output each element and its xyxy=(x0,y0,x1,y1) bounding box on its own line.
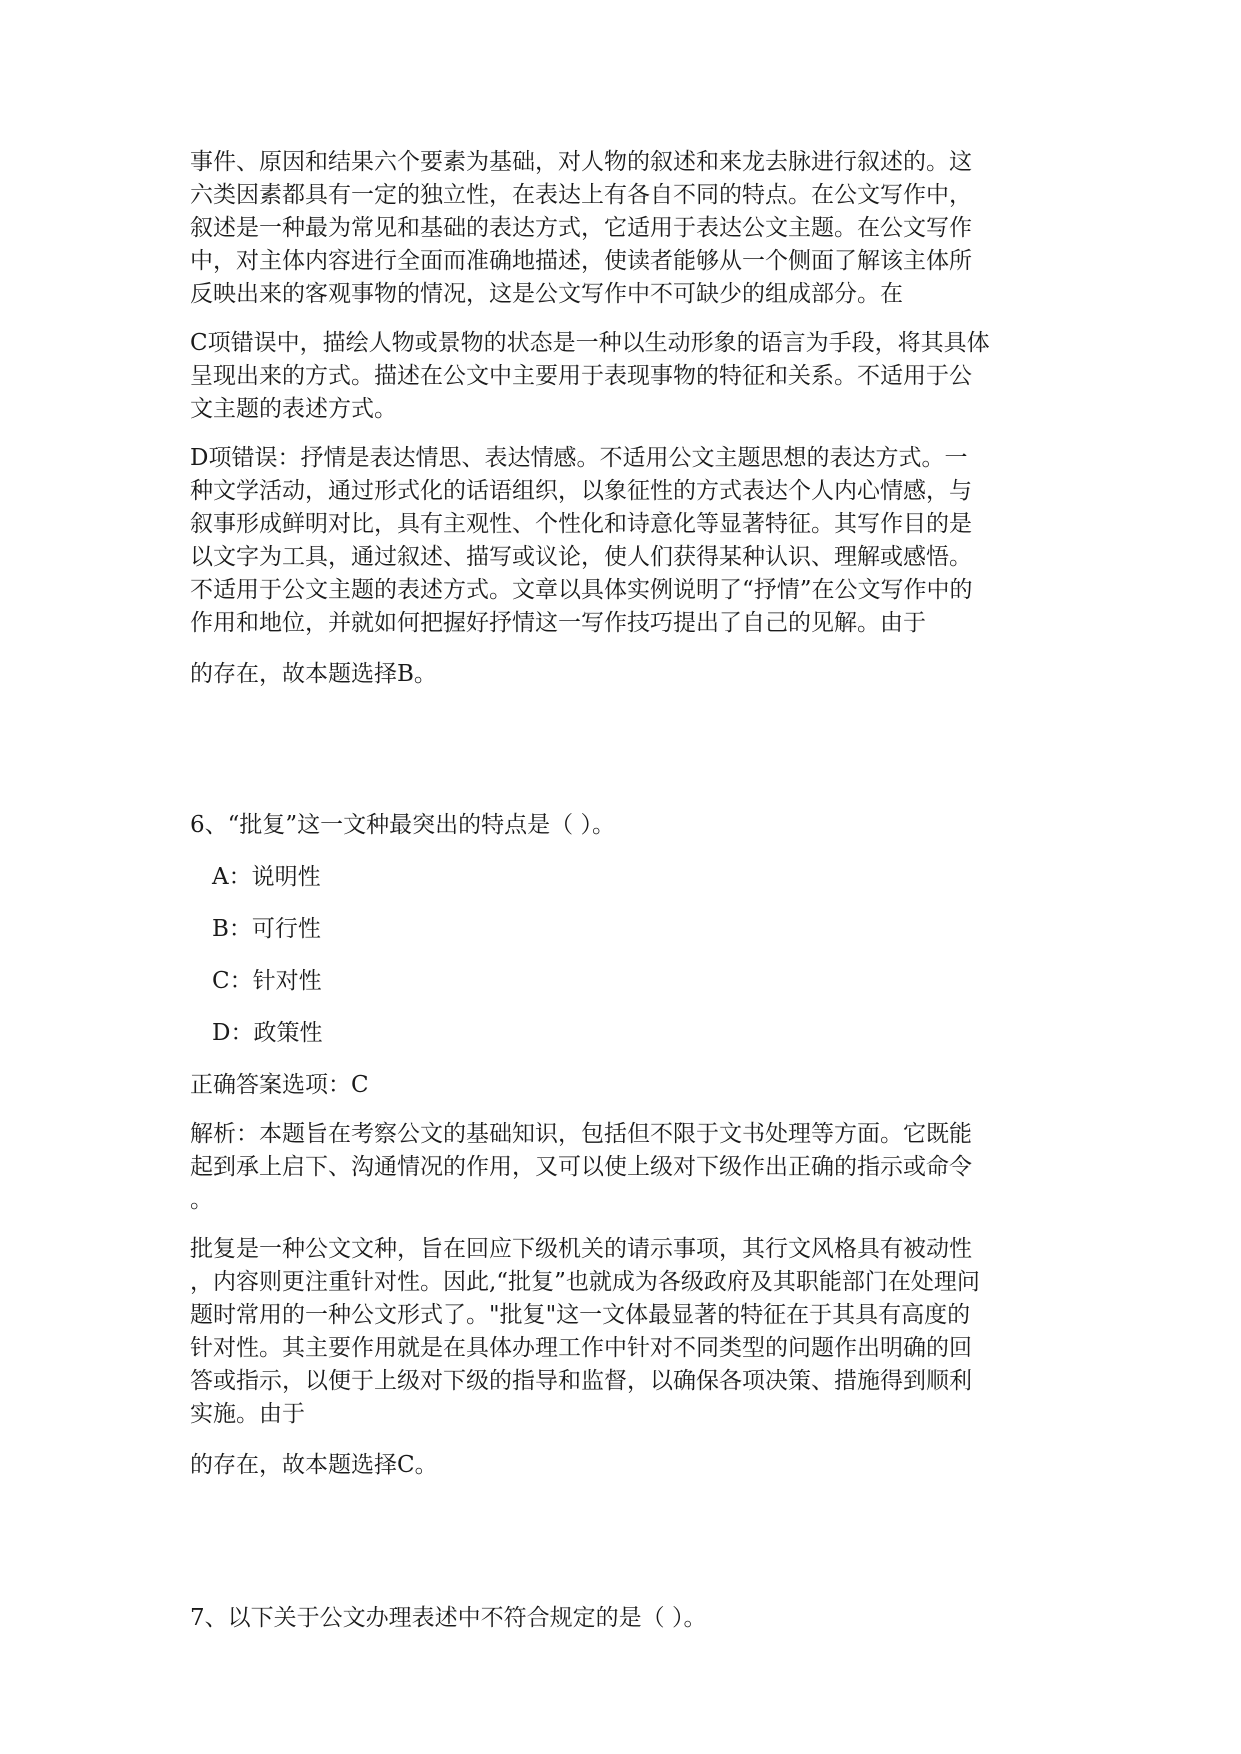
text-line: 的存在，故本题选择C。 xyxy=(190,1452,438,1478)
text-line: 叙述是一种最为常见和基础的表达方式，它适用于表达公文主题。在公文写作 xyxy=(190,215,972,241)
text-line: 答或指示，以便于上级对下级的指导和监督，以确保各项决策、措施得到顺利 xyxy=(190,1368,972,1394)
text-line: 实施。由于 xyxy=(190,1401,305,1427)
question-7-title: 7、以下关于公文办理表述中不符合规定的是（ ）。 xyxy=(190,1605,707,1631)
text-line: 题时常用的一种公文形式了。"批复"这一文体最显著的特征在于其具有高度的 xyxy=(190,1302,971,1328)
paragraph-option-d-error xyxy=(190,442,1060,640)
text-line: C项错误中，描绘人物或景物的状态是一种以生动形象的语言为手段，将其具体 xyxy=(190,330,990,356)
paragraph-narration xyxy=(190,146,1060,311)
option-d[interactable] xyxy=(190,1017,1060,1050)
text-line: 解析：本题旨在考察公文的基础知识，包括但不限于文书处理等方面。它既能 xyxy=(190,1121,972,1147)
text-line: 起到承上启下、沟通情况的作用，又可以使上级对下级作出正确的指示或命令 xyxy=(190,1154,972,1180)
option-a[interactable] xyxy=(190,861,1060,894)
question-6-title: 6、“批复”这一文种最突出的特点是（ ）。 xyxy=(190,812,615,838)
paragraph-option-c-error xyxy=(190,327,1060,426)
text-line: 叙事形成鲜明对比，具有主观性、个性化和诗意化等显著特征。其写作目的是 xyxy=(190,511,972,537)
text-line: 中，对主体内容进行全面而准确地描述，使读者能够从一个侧面了解该主体所 xyxy=(190,248,972,274)
text-line: 以文字为工具，通过叙述、描写或议论，使人们获得某种认识、理解或感悟。 xyxy=(190,544,972,570)
text-line: 种文学活动，通过形式化的话语组织，以象征性的方式表达个人内心情感，与 xyxy=(190,478,972,504)
text-line: 批复是一种公文文种，旨在回应下级机关的请示事项，其行文风格具有被动性 xyxy=(190,1236,972,1262)
option-label: B：可行性 xyxy=(212,916,321,942)
text-line: ，内容则更注重针对性。因此,“批复”也就成为各级政府及其职能部门在处理问 xyxy=(190,1269,980,1295)
text-line: 文主题的表述方式。 xyxy=(190,396,397,422)
text-line: 六类因素都具有一定的独立性，在表达上有各自不同的特点。在公文写作中， xyxy=(190,182,972,208)
text-line: 作用和地位，并就如何把握好抒情这一写作技巧提出了自己的见解。由于 xyxy=(190,610,926,636)
text-line: 事件、原因和结果六个要素为基础，对人物的叙述和来龙去脉进行叙述的。这 xyxy=(190,149,972,175)
paragraph-conclusion-q6 xyxy=(190,1449,1060,1482)
option-b[interactable] xyxy=(190,913,1060,946)
text-line: 呈现出来的方式。描述在公文中主要用于表现事物的特征和关系。不适用于公 xyxy=(190,363,972,389)
paragraph-explain-q6 xyxy=(190,1233,1060,1431)
option-label: A：说明性 xyxy=(212,864,321,890)
paragraph-analysis-q6 xyxy=(190,1118,1060,1217)
text-line: D项错误：抒情是表达情思、表达情感。不适用公文主题思想的表达方式。一 xyxy=(190,445,968,471)
text-line: 针对性。其主要作用就是在具体办理工作中针对不同类型的问题作出明确的回 xyxy=(190,1335,972,1361)
text-line: 反映出来的客观事物的情况，这是公文写作中不可缺少的组成部分。在 xyxy=(190,281,903,307)
correct-answer: 正确答案选项：C xyxy=(190,1072,369,1098)
paragraph-conclusion-q5 xyxy=(190,658,1060,691)
document-page xyxy=(190,146,1060,1635)
text-line: 不适用于公文主题的表述方式。文章以具体实例说明了“抒情”在公文写作中的 xyxy=(190,577,973,603)
question-6-options xyxy=(190,861,1060,1050)
option-c[interactable] xyxy=(190,965,1060,998)
text-line: 。 xyxy=(190,1187,213,1213)
option-label: C：针对性 xyxy=(212,968,322,994)
text-line: 的存在，故本题选择B。 xyxy=(190,661,437,687)
option-label: D：政策性 xyxy=(212,1020,323,1046)
